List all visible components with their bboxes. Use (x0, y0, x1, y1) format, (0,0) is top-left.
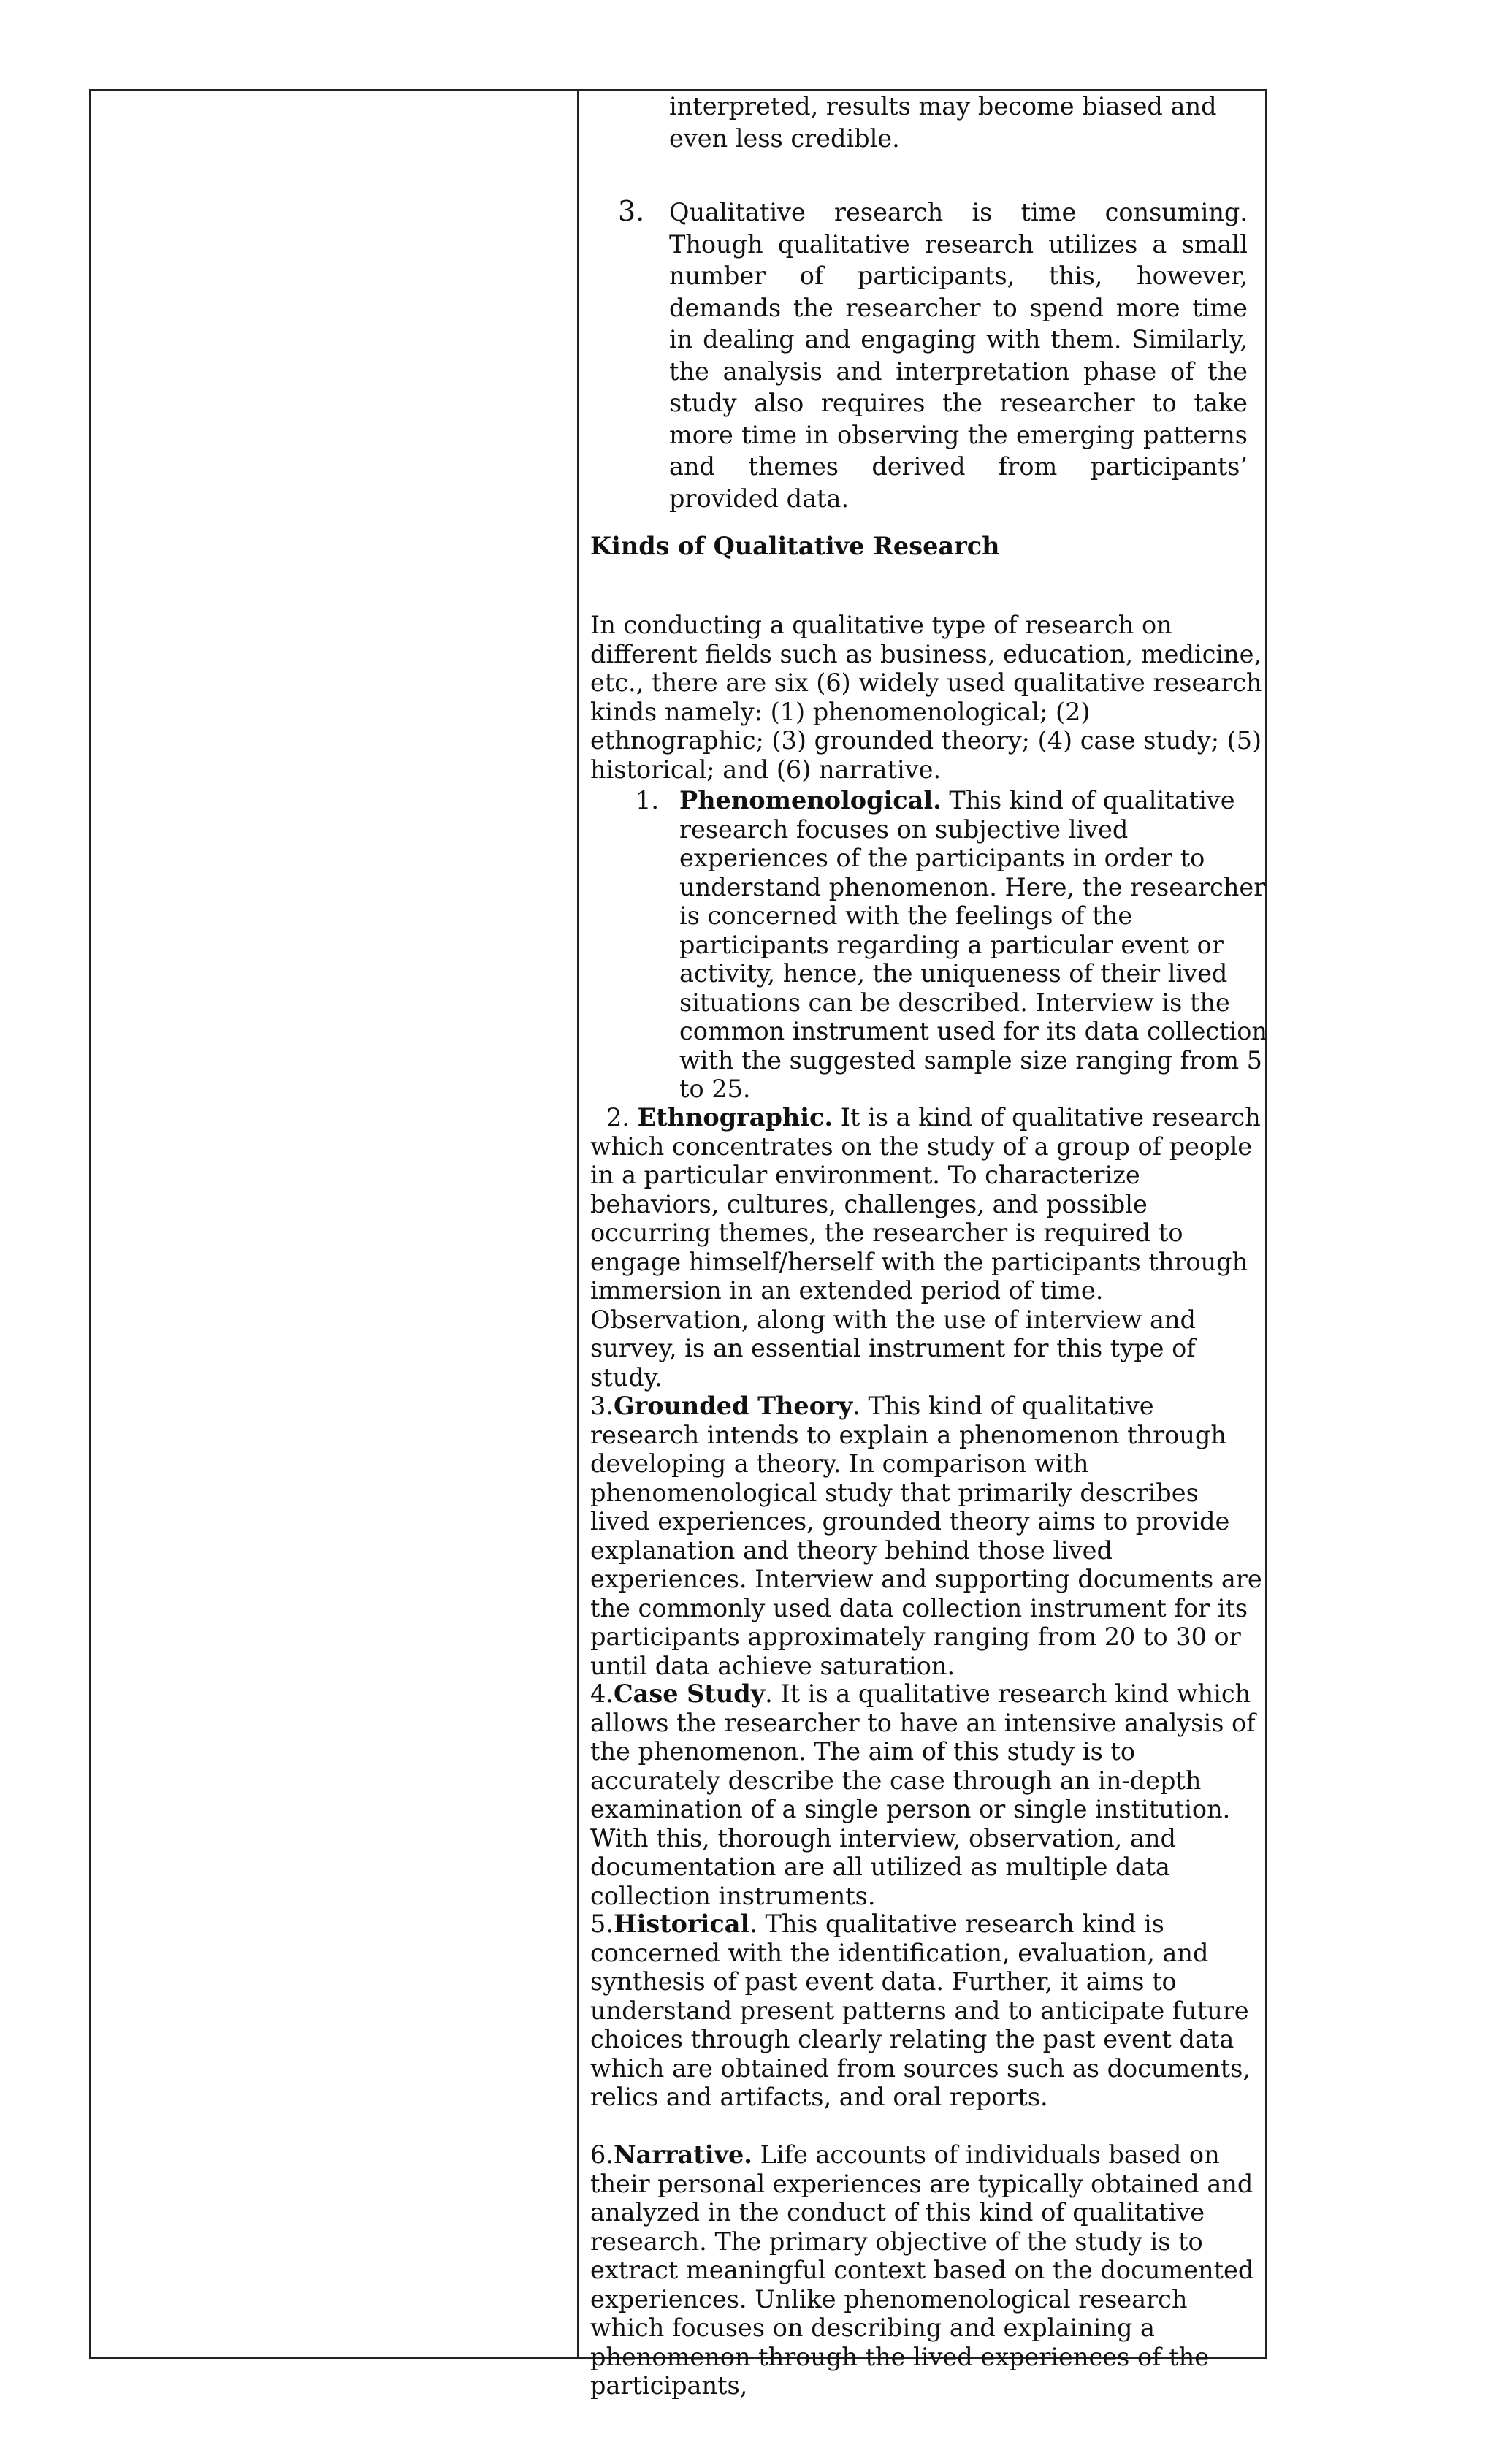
item-text: . This qualitative research kind is concerned with the identification, evaluation, and synthesis of past event data. Further, it aims to understand present patterns and to anticipate future choices through clearly relating the past event data which are obtained from sources such as documents, relics and artifacts, and oral reports. (590, 1910, 1251, 2111)
case-study-paragraph (590, 1679, 1264, 1910)
phenomenological-item (679, 786, 1270, 1104)
grounded-theory-paragraph (590, 1392, 1264, 1680)
section-heading: Kinds of Qualitative Research (590, 532, 1000, 560)
item-text: This kind of qualitative research focuses on subjective lived experiences of the participants in order to understand phenomenon. Here, the researcher is concerned with the feelings of the participants regarding a particular event or activity, hence, the uniqueness of their lived situations can be described. Interview is the common instrument used for its data collection with the suggested sample size ranging from 5 to 25. (679, 786, 1267, 1103)
narrative-paragraph (590, 2140, 1264, 2400)
list-number: 1. (636, 786, 659, 815)
item-title: Case Study (613, 1679, 766, 1708)
item-title: Narrative. (613, 2140, 752, 2169)
item-title: Ethnographic. (637, 1103, 833, 1132)
item-title: Grounded Theory (613, 1392, 853, 1420)
item-text: Life accounts of individuals based on their personal experiences are typically obtained and analyzed in the conduct of this kind of qualitative research. The primary objective of the study is to extract meaningful context based on the documented experiences. Unlike phenomenological research which focuses on describing and explaining a phenomenon through the lived experiences of the participants, (590, 2140, 1254, 2400)
item-title: Phenomenological. (679, 786, 942, 815)
item-prefix: 3. (590, 1392, 614, 1420)
item-prefix: 6. (590, 2140, 614, 2169)
continuation-paragraph: interpreted, results may become biased and even less credible. (669, 92, 1217, 153)
list-item-text: Qualitative research is time consuming. Though qualitative research utilizes a small number of participants, this, however, demands the researcher to spend more time in dealing and engaging with them. Similarly, the analysis and interpretation phase of the study also requires the researcher to take more time in observing the emerging patterns and themes derived from participants’ provided data. (669, 198, 1248, 513)
item-prefix: 2. (606, 1103, 638, 1132)
list-number: 3. (618, 195, 645, 227)
ethnographic-paragraph (590, 1103, 1264, 1392)
item-title: Historical (613, 1910, 750, 1938)
item-text: . It is a qualitative research kind which allows the researcher to have an intensive analysis of the phenomenon. The aim of this study is to accurately describe the case through an in-depth examination of a single person or single institution. With this, thorough interview, observation, and documentation are all utilized as multiple data collection instruments. (590, 1679, 1256, 1910)
left-column (91, 91, 579, 2357)
item-prefix: 5. (590, 1910, 614, 1938)
item-text: . This kind of qualitative research intends to explain a phenomenon through developing a theory. In comparison with phenomenological study that primarily describes lived experiences, grounded theory aims to provide explanation and theory behind those lived experiences. Interview and supporting documents are the commonly used data collection instrument for its participants approximately ranging from 20 to 30 or until data achieve saturation. (590, 1392, 1262, 1680)
item-text: It is a kind of qualitative research which concentrates on the study of a group of people in a particular environment. To characterize behaviors, cultures, challenges, and possible occurring themes, the researcher is required to engage himself/herself with the participants through immersion in an extended period of time. Observation, along with the use of interview and survey, is an essential instrument for this type of study. (590, 1103, 1261, 1392)
item-prefix: 4. (590, 1679, 614, 1708)
historical-paragraph (590, 1910, 1264, 2112)
intro-paragraph: In conducting a qualitative type of research on different fields such as business, education, medicine, etc., there are six (6) widely used qualitative research kinds namely: (1) phenomenological; (2) ethnographic; (3) grounded theory; (4) case study; (5) historical; and (6) narrative. (590, 611, 1262, 784)
